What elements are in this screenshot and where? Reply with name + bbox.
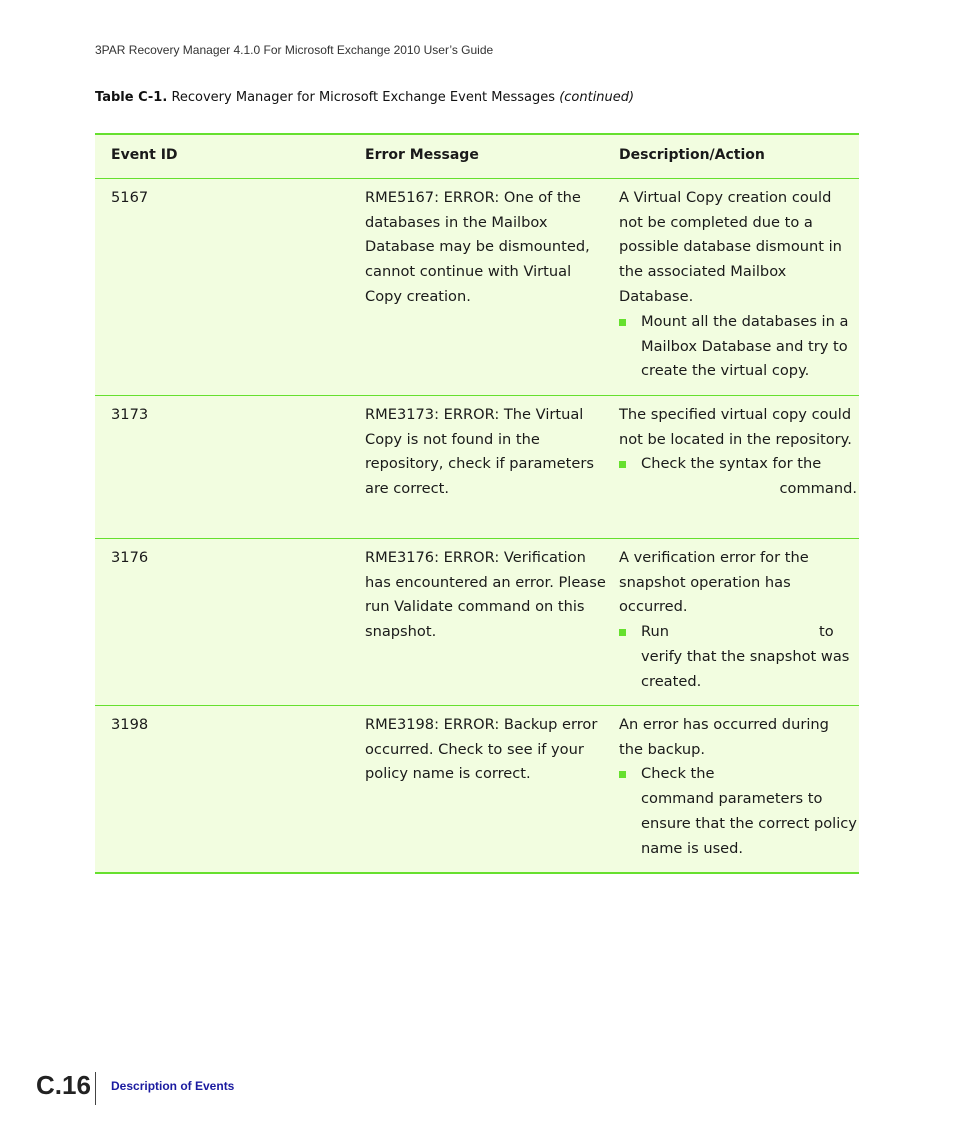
- table-row: [95, 396, 859, 539]
- error-message: RME3173: ERROR: The Virtual Copy is not found in the repository, check if parameters are correct.: [365, 405, 594, 498]
- column-header-error-message: Error Message: [365, 147, 479, 163]
- bullet-square-icon: [619, 620, 641, 694]
- column-header-event-id: Event ID: [111, 147, 178, 163]
- event-id: 3176: [111, 548, 149, 566]
- description-text: The specified virtual copy could not be located in the repository.: [619, 405, 852, 448]
- bullet-square-icon: [619, 452, 641, 502]
- caption-continued: (continued): [559, 90, 635, 105]
- action-text: Check the syntax for the: [641, 455, 822, 473]
- table-caption: [95, 90, 634, 105]
- action-text: Mount all the databases in a Mailbox Database and try to create the virtual copy.: [641, 312, 849, 380]
- running-header: 3PAR Recovery Manager 4.1.0 For Microsoft Exchange 2010 User’s Guide: [95, 43, 494, 57]
- error-message: RME5167: ERROR: One of the databases in the Mailbox Database may be dismounted, cannot continue with Virtual Copy creation.: [365, 188, 590, 305]
- event-id: 3198: [111, 715, 149, 733]
- action-text: Check the: [641, 765, 715, 783]
- action-bullet: [619, 762, 857, 861]
- page-number: C.16: [36, 1070, 91, 1100]
- caption-label: Table C-1.: [95, 90, 168, 105]
- table-row: [95, 706, 859, 874]
- event-messages-table: [95, 133, 859, 874]
- description-text: A Virtual Copy creation could not be completed due to a possible database dismount in the associated Mailbox Database.: [619, 188, 842, 305]
- action-bullet: [619, 310, 857, 384]
- action-text-continued: to verify that the snapshot was created.: [641, 623, 850, 690]
- event-id: 5167: [111, 188, 149, 206]
- description-action: [619, 706, 859, 872]
- bullet-square-icon: [619, 310, 641, 384]
- description-action: [619, 539, 859, 705]
- action-text: Run: [641, 623, 669, 641]
- action-bullet: [619, 452, 857, 502]
- action-bullet: [619, 620, 857, 694]
- description-action: [619, 396, 859, 538]
- footer-section-link[interactable]: Description of Events: [111, 1079, 235, 1093]
- table-row: [95, 539, 859, 706]
- event-id: 3173: [111, 405, 149, 423]
- error-message: RME3176: ERROR: Verification has encountered an error. Please run Validate command on this snapshot.: [365, 548, 606, 641]
- action-text-continued: command parameters to ensure that the correct policy name is used.: [641, 790, 857, 857]
- description-text: An error has occurred during the backup.: [619, 715, 829, 758]
- description-action: [619, 179, 859, 395]
- table-header-row: [95, 135, 859, 179]
- description-text: A verification error for the snapshot operation has occurred.: [619, 548, 809, 616]
- bullet-square-icon: [619, 762, 641, 861]
- action-text-continued: command.: [779, 480, 857, 498]
- column-header-description: Description/Action: [619, 147, 765, 163]
- footer-divider: [95, 1072, 96, 1105]
- table-row: [95, 179, 859, 396]
- caption-title: Recovery Manager for Microsoft Exchange Event Messages: [171, 90, 556, 105]
- error-message: RME3198: ERROR: Backup error occurred. Check to see if your policy name is correct.: [365, 715, 598, 783]
